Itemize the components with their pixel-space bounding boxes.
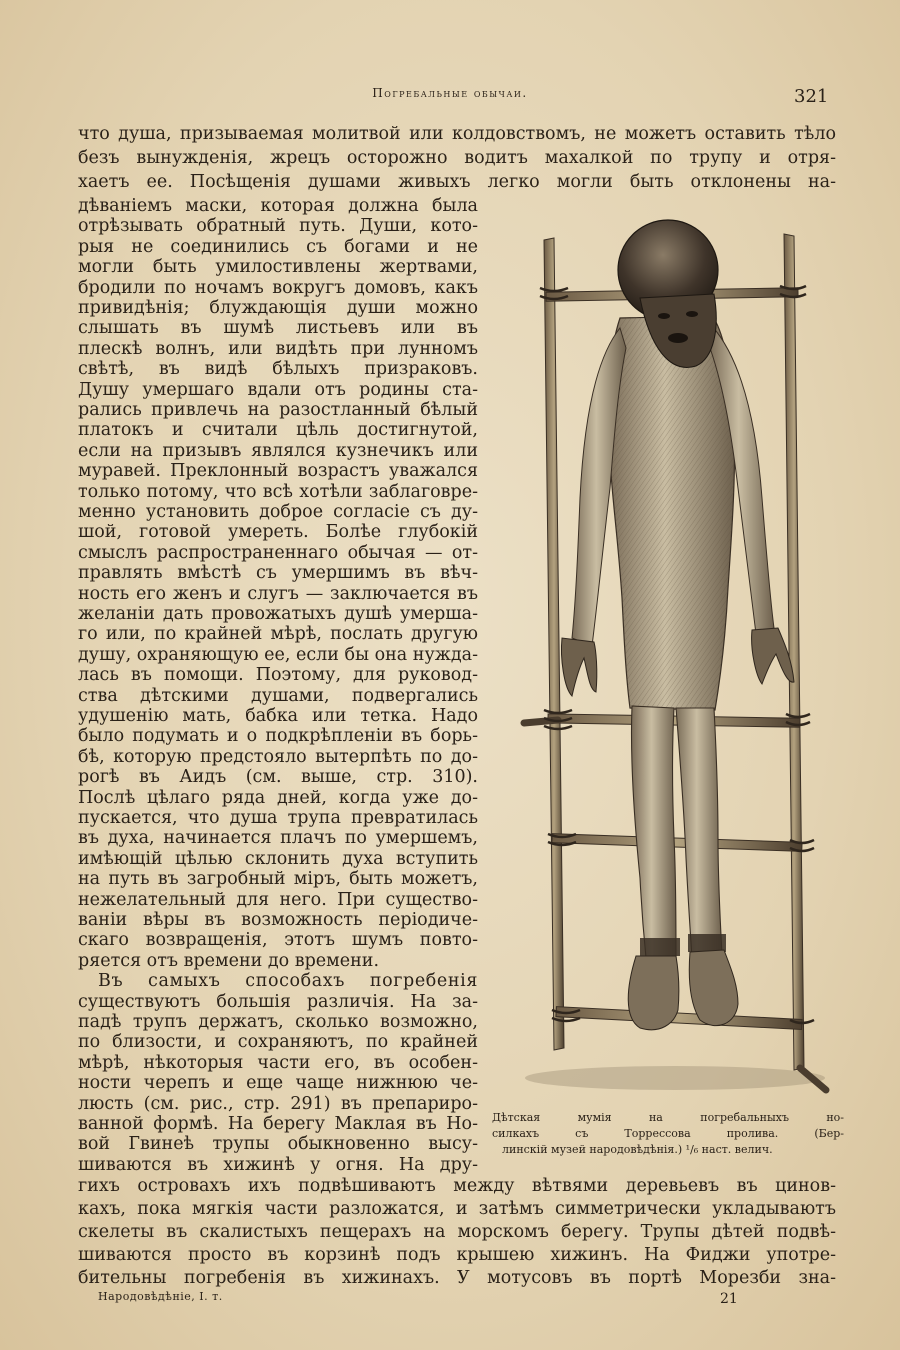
text-line: вой Гвинеѣ трупы обыкновенно высу-	[78, 1134, 478, 1155]
printer-signature: Народовѣдѣніе, I. т.	[98, 1290, 223, 1303]
text-line: если на призывъ являлся кузнечикъ или	[78, 440, 478, 461]
text-line: по близости, и сохраняютъ, по крайней	[78, 1032, 478, 1053]
text-line: скаго возвращенія, этотъ шумъ повто-	[78, 930, 478, 951]
text-line: могли быть умилостивлены жертвами,	[78, 257, 478, 278]
mummy-body	[561, 316, 794, 1030]
text-line: Въ самыхъ способахъ погребенія	[98, 971, 478, 992]
text-line: лась въ помощи. Поэтому, для руковод-	[78, 665, 478, 686]
text-line: платокъ и считали цѣль достигнутой,	[78, 420, 478, 441]
text-line: шой, готовой умереть. Болѣе глубокій	[78, 522, 478, 543]
running-head: Погребальные обычаи.	[372, 86, 528, 100]
ground-shadow	[525, 1066, 825, 1090]
text-line: что душа, призываемая молитвой или колдовствомъ, не можетъ оставить тѣло	[78, 124, 836, 144]
text-line: падѣ трупъ держатъ, сколько возможно,	[78, 1012, 478, 1032]
text-line: существуютъ большія различія. На за-	[78, 991, 478, 1012]
text-line: было подумать и о подкрѣпленіи въ борь-	[78, 726, 478, 747]
text-line: пускается, что душа трупа превратилась	[78, 808, 478, 828]
text-line: на путь въ загробный міръ, быть можетъ,	[78, 869, 478, 890]
caption-line: Дѣтская мумія на погребальныхъ но-	[492, 1111, 844, 1124]
text-line: ность его женъ и слугъ — заключается въ	[78, 583, 478, 604]
text-line: скелеты въ скалистыхъ пещерахъ на морскомъ берегу. Трупы дѣтей подвѣ-	[78, 1222, 836, 1242]
text-line: желаніи дать провожатыхъ душѣ умерша-	[78, 604, 478, 624]
text-line: ванной формѣ. На берегу Маклая въ Но-	[78, 1114, 478, 1134]
text-line: имѣющій цѣлью склонить духа вступить	[78, 848, 478, 869]
text-line: ности черепъ и еще чаще нижнюю че-	[78, 1073, 478, 1094]
text-line: плескѣ волнъ, или видѣть при лунномъ	[78, 338, 478, 359]
text-line: рыя не соединились съ богами и не	[78, 236, 478, 257]
text-line: люсть (см. рис., стр. 291) въ препариро-	[78, 1093, 478, 1114]
text-line: свѣтѣ, въ видѣ бѣлыхъ призраковъ.	[78, 359, 478, 380]
text-line: бѣ, которую предстояло вытерпѣть по до-	[78, 746, 478, 767]
text-line: слышать въ шумѣ листьевъ или въ	[78, 318, 478, 339]
figure-caption	[492, 1110, 844, 1158]
text-line: кахъ, пока мягкія части разложатся, и затѣмъ симметрически укладываютъ	[78, 1199, 836, 1219]
text-line: го или, по крайней мѣрѣ, послать другую	[78, 624, 478, 645]
text-line: бительны погребенія въ хижинахъ. У мотусовъ въ портѣ Морезби зна-	[78, 1268, 836, 1288]
text-line: удушенію мать, бабка или тетка. Надо	[78, 706, 478, 726]
text-line: ства дѣтскими душами, подвергались	[78, 685, 478, 706]
text-line: безъ вынужденія, жрецъ осторожно водитъ махалкой по трупу и отря-	[78, 148, 836, 168]
page-number: 321	[794, 86, 829, 107]
text-line: менно установить доброе согласіе съ ду-	[78, 502, 478, 522]
text-line: правлять вмѣстѣ съ умершимъ въ вѣч-	[78, 563, 478, 584]
text-line: Послѣ цѣлаго ряда дней, когда уже до-	[78, 787, 478, 808]
text-line: мѣрѣ, нѣкоторыя части его, въ особен-	[78, 1052, 478, 1073]
text-line: Душу умершаго вдали отъ родины ста-	[78, 379, 478, 400]
text-line: муравей. Преклонный возрастъ уважался	[78, 461, 478, 482]
text-line: только потому, что всѣ хотѣли заблаговре-	[78, 481, 478, 502]
text-line: отрѣзывать обратный путь. Души, кото-	[78, 216, 478, 237]
text-line: гихъ островахъ ихъ подвѣшиваютъ между вѣтвями деревьевъ въ цинов-	[78, 1176, 836, 1196]
text-line: смыслъ распространеннаго обычая — от-	[78, 542, 478, 563]
mummy-illustration	[500, 198, 845, 1096]
text-line: хаетъ ее. Посѣщенія душами живыхъ легко могли быть отклонены на-	[78, 172, 836, 192]
text-line: шиваются просто въ корзинѣ подъ крышею хижинъ. На Фиджи употре-	[78, 1245, 836, 1265]
text-line: бродили по ночамъ вокругъ домовъ, какъ	[78, 277, 478, 298]
caption-line: силкахъ съ Торрессова пролива. (Бер-	[492, 1127, 844, 1140]
text-line: нежелательный для него. При существо-	[78, 889, 478, 910]
signature-mark: 21	[720, 1291, 738, 1307]
text-line: дѣваніемъ маски, которая должна была	[78, 196, 478, 216]
text-line: рались привлечь на разостланный бѣлый	[78, 400, 478, 420]
text-line: ваніи вѣры въ возможность періодиче-	[78, 910, 478, 930]
text-line: привидѣнія; блуждающія души можно	[78, 298, 478, 318]
caption-line: линскій музей народовѣдѣнія.) ¹/₆ наст. велич.	[502, 1143, 773, 1156]
text-line: шиваются въ хижинѣ у огня. На дру-	[78, 1154, 478, 1175]
text-line: душу, охраняющую ее, если бы она нужда-	[78, 644, 478, 665]
text-line: ряется отъ времени до времени.	[78, 950, 380, 971]
text-line: рогѣ въ Аидъ (см. выше, стр. 310).	[78, 767, 478, 788]
text-line: въ духа, начинается плачъ по умершемъ,	[78, 828, 478, 849]
